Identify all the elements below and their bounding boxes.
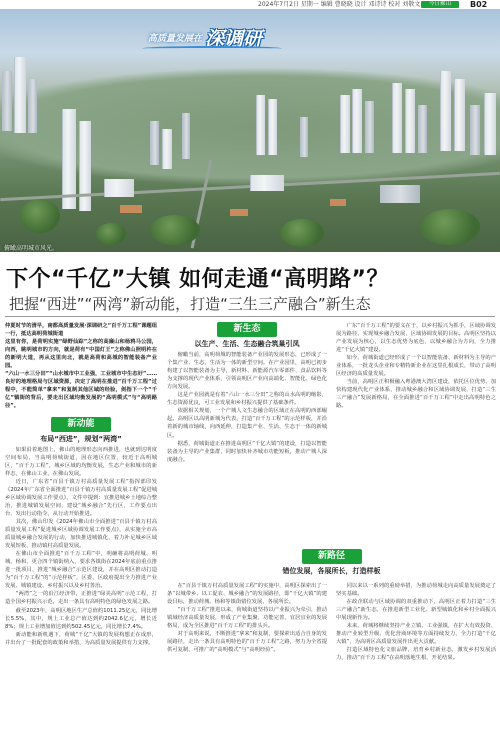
- paragraph: 打造区域特色化文旅品牌，培育乡村新业态，激发乡村发展活力，推动“百千万工程”在高明落地生根、开花结果。: [336, 647, 496, 662]
- paragraph: 未来，荷城将继续坚持产业立镇、工业强镇，在扩大有效投资、推动产业转型升级、优化营商环境等方面持续发力，全力打造“千亿大镇”，为高明区高质量发展作出更大贡献。: [336, 623, 496, 646]
- paragraph: “百千万工程”推进以来，荷城街道坚持以产业振兴为牵引，推动镇域经济高质量发展，形成了产业集聚、功能完善、宜居宜业的发展格局，成为全区推进“百千万工程”的排头兵。: [167, 607, 327, 630]
- paragraph: 近日，广东省“百县千镇万村高质量发展工程”指挥部印发《2024年广东省全面推进“百县千镇万村高质量发展工程”促进城乡区域协调发展工作要点》，文件中提到：宜推进城乡土地综合整治，推进城镇发展空间，建设“城乡融合”先行区，工作要点出台，发出行动指令，从行动开始推进。: [5, 478, 157, 517]
- article-column-2-lower: [167, 582, 327, 747]
- section-subhead: 错位发展，各展所长，打造样板: [282, 567, 381, 575]
- section-subhead: 布局“西进”，规划“两湾”: [40, 434, 122, 443]
- section-subhead: 以生产、生活、生态融合筑巢引凤: [194, 340, 300, 348]
- paragraph: 据悉，荷城街道正在推进高明区“千亿大镇”的建设，打造以智能装备为主导的产业集群，同时加快补齐城市功能短板，推动产城人深度融合。: [167, 440, 327, 463]
- article-column-3-lower: [336, 582, 496, 747]
- divider: [5, 316, 495, 317]
- section-tag-new-ecology: 新生态: [217, 322, 277, 337]
- banner-small-text: 高质量发展在: [148, 34, 203, 44]
- lead-paragraph-2: 这里有你，是荷明实施“绿野仙踪”之称的高廉山和杨鸦马公园，向西，眺明城市的方向，就是荷有“中国灯王”之称佛山照明杵在的新明大道，再从这里向北，就是高荷和高城的智能装备产业园。: [5, 339, 157, 370]
- hero-photo: [0, 9, 500, 252]
- section-tag-new-path: 新路径: [302, 549, 362, 564]
- sub-headline: 把握“西进”“两湾”新动能，打造“三生三产融合”新生态: [9, 295, 371, 313]
- article-column-3: [336, 322, 496, 577]
- paragraph: 在政企联动与区域协调的双重推动下，高明区正着力打造“三生三产融合”新生态，在推进新型工业化、新型城镇化和乡村全面振兴中展现新作为。: [336, 599, 496, 622]
- paragraph: 新动能和新机遇下，荷城“千亿”大镇的发展构想正在成形，并出台了一批配套的政策和举措，为高质量发展提供有力支撑。: [5, 631, 157, 646]
- article-column-2: [167, 322, 327, 577]
- section-tag-new-momentum: 新动能: [51, 417, 111, 432]
- photo-caption: 俯瞰高明城市风光。: [4, 245, 59, 252]
- paragraph: 截至2023年，高明区地区生产总值约1011.25亿元，同比增长5.5%，其中，规上工业总产值达到约2042.6亿元，增长近8%；规上工业增加值达到约502.45亿元，同比增长7.4%。: [5, 607, 157, 630]
- banner-wave-decoration: [142, 46, 282, 51]
- article-column-1: [5, 322, 157, 747]
- section-badge: 今日佛山: [421, 1, 459, 8]
- paragraph: 同以来以一系列的重磅举措，为推动荷城走向高质量发展奠定了坚实基础。: [336, 583, 496, 598]
- issue-meta: 2024年7月2日 星期一 编辑 曹晓晓 设计 邓诗诗 校对 刘敬文: [258, 1, 421, 8]
- paragraph: 俯瞰当前，高明荷城的智能装备产业园的发展形态，已形成了一个集产业、生态、生活为一体的新型空间。在产业园里，高明已初步构建了以智能装备为主导，新材料、新能源汽车零部件、食品饮料等为支撑的现代产业体系，引领高明区产业向高端化、智能化、绿色化方向发展。: [167, 352, 327, 391]
- paragraph: 其次，佛山印发《2024年佛山市全面推进“百县千镇万村高质量发展工程”促进城乡区域协调发展工作要点》，从实施全市高质量城乡融合发展的行动，加快推进城镇化，着力补足城乡区域发展短板，推动镇村高质量发展。: [5, 518, 157, 550]
- paragraph: 依据相关规划，一个产城人文生态融合的区域正在高明的西部崛起。高明区以高明新城为代表，打造“百千万工程”的示范样板，并沿着新的城市轴线，向西延伸，打造集产业、生活、生态于一体的新城区。: [167, 408, 327, 439]
- lead-paragraph: 仲夏时节的清早，南都高质量发展·深调研之“百千万工程”课题组一行，抵达高明荷城街道: [5, 323, 157, 338]
- banner-title: 深调研: [205, 28, 263, 50]
- lead-paragraph-3: “六山一水三分田”“山水城市中工业强，工业城市中生态好”……良好的地理格局与区域资源，决定了高明在推进“百千万工程”过程中，不能简单“拿来”和复制其他区域的经验，剑指下一个“千亿”镇街的背后，要走出区域均衡发展的“高明模式”与“高明路径”。: [5, 371, 157, 410]
- paragraph: 在佛山市全面推进“百千万工程”中，明确将高明荷城、明城、杨和、更合四个镇街纳入，要求各镇街在2024年底前重点推进一批项目，推进“城乡融合”示范区建设，并在高明区推动打造为“百千万工程”的“示范样板”，区委、区政府提出全力推进产业发展、城镇建设、乡村振兴以及乡村善治。: [5, 551, 157, 590]
- paragraph: 如果沿着地图上，佛山的地理形态向西推进，也就到达明度空间布局，当高明荷城街道，因在地区位置，较近于高明城区，“百千万工程”，城乡区域的均衡发展，生态产业和城市的新样态，在佛山工业，在佛山发展。: [5, 446, 157, 477]
- main-headline: 下个“千亿”大镇 如何走通“高明路”？: [6, 267, 389, 292]
- paragraph: 广东“百千万工程”的要义在于，以乡村振兴为抓手，区域协调发展为路径，实现城乡融合发展、区域协调发展的目标。高明区坚持以产业发展为核心，以生态优势为底色，以城乡融合为方向，全力推进“千亿大镇”建设。: [336, 323, 496, 354]
- paragraph: “两湾”之一的沿江经济带，正推进“绿美高明”示范工程，打造全国乡村振兴示范，走出一条具有高明特色的绿色发展之路。: [5, 591, 157, 606]
- paragraph: 当前，高明区正积极融入粤港澳大湾区建设，依托区位优势，加快构建现代化产业体系，推动城乡融合和区域协调发展，打造“三生三产融合”发展新格局，在全面推进“百千万工程”中走出高明特色之路。: [336, 379, 496, 410]
- paragraph: 在“百县千镇万村高质量发展工程”的实施中，高明区探索出了一条“以城带乡、以工促农、城乡融合”的发展路径，即“千亿大镇”的建设目标，推动荷城、杨和等镇街错位发展、各展所长。: [167, 583, 327, 606]
- paragraph: 对于高明来说，不断推进“拿来”和复制，要探索出适合自身的发展路径，走出一条具有高明特色的“百千万工程”之路，努力为全省提供可复制、可推广的“高明模式”与“高明经验”。: [167, 631, 327, 654]
- paragraph: 如今，荷城街道已经形成了一个以智能装备、新材料为主导的产业体系，一批龙头企业和专精特新企业在这里扎根成长，带动了高明区经济的高质量发展。: [336, 355, 496, 378]
- masthead: [0, 0, 500, 9]
- section-header-new-path: [167, 549, 496, 576]
- paragraph: 这是产业园就是有着“六山一水三分田”之称的山水高明的缩影，生态资源优良，可工业发展和乡村振兴提供了基础条件。: [167, 392, 327, 407]
- page-number: B02: [470, 0, 488, 9]
- section-banner: [148, 22, 262, 53]
